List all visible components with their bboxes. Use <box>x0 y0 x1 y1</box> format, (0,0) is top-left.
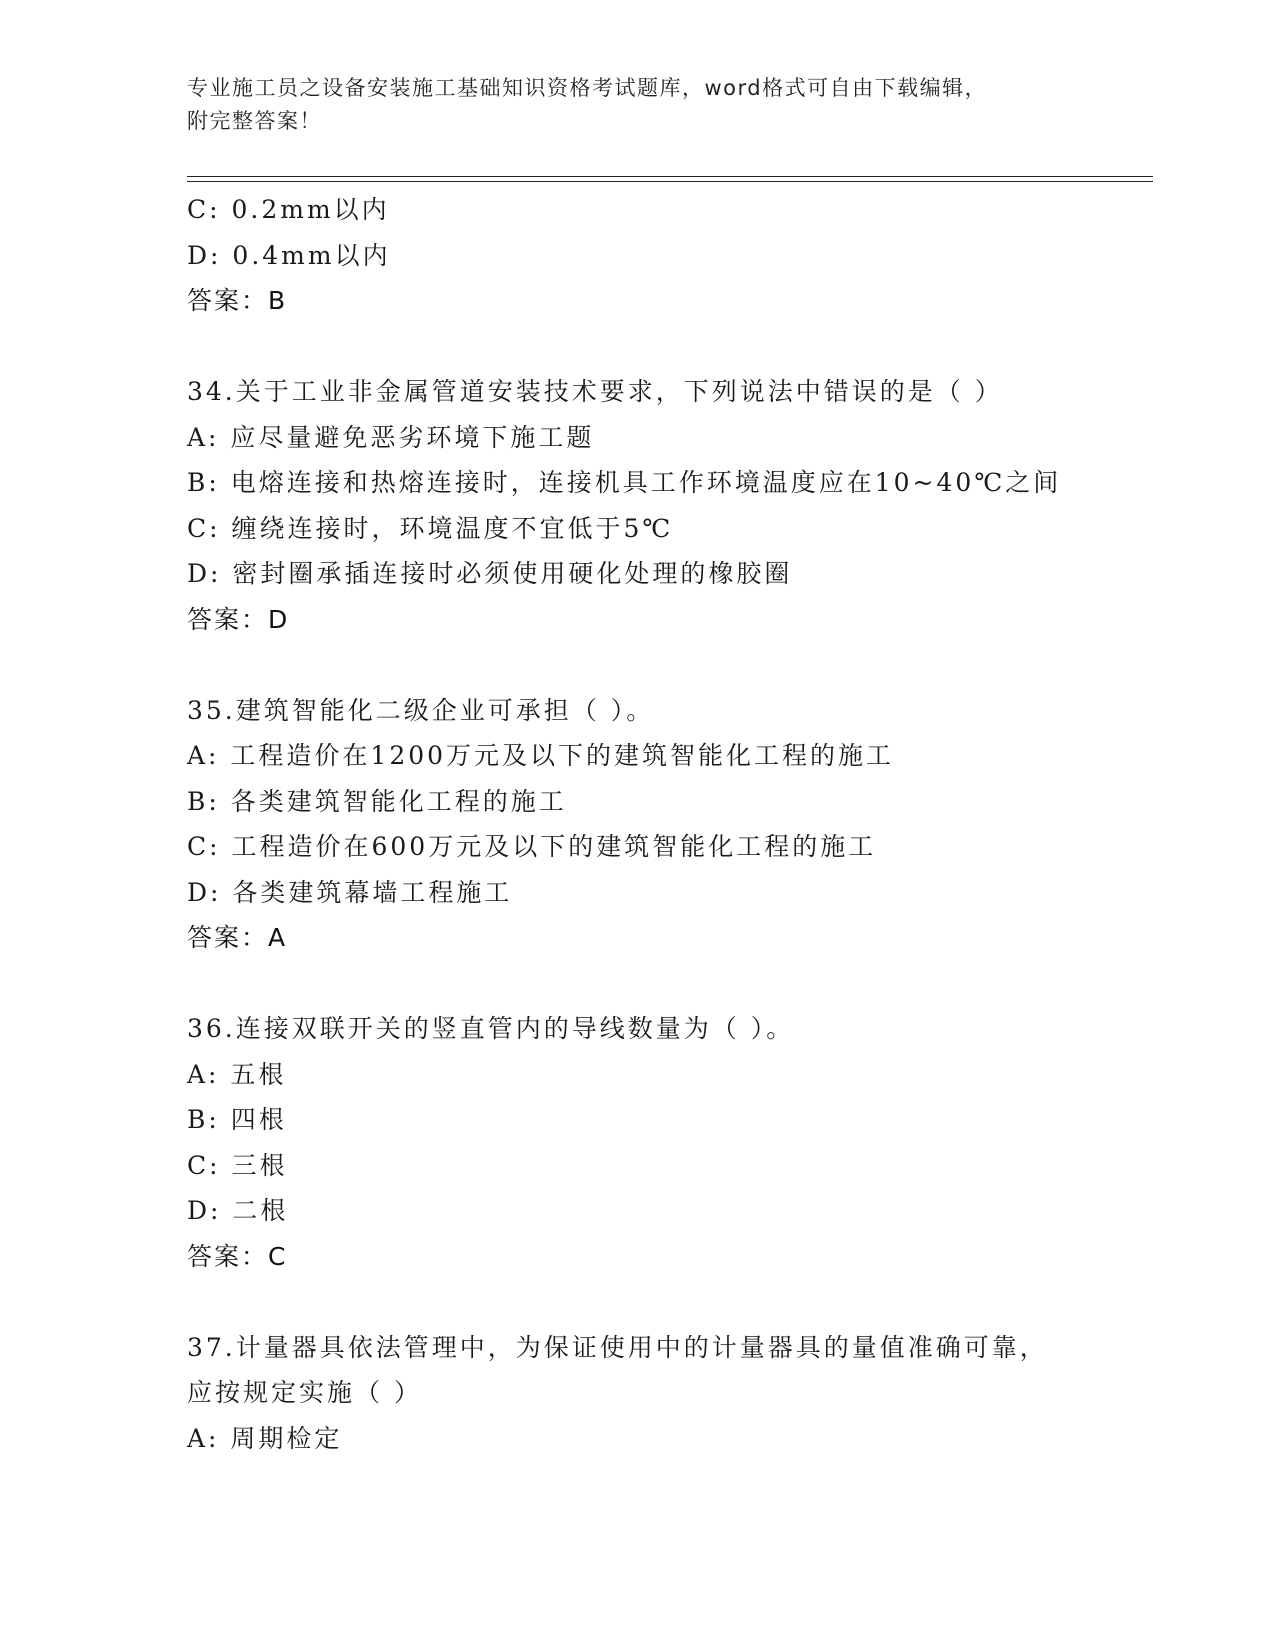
option-b: B: 四根 <box>187 1105 287 1134</box>
question-35 <box>187 688 1153 961</box>
question-stem: 34.关于工业非金属管道安装技术要求，下列说法中错误的是（ ） <box>187 377 1003 406</box>
option-a: A: 工程造价在1200万元及以下的建筑智能化工程的施工 <box>187 741 895 770</box>
option-c: C: 工程造价在600万元及以下的建筑智能化工程的施工 <box>187 832 877 861</box>
option-b: B: 电熔连接和热熔连接时，连接机具工作环境温度应在10~40℃之间 <box>187 468 1062 497</box>
answer-line: 答案：C <box>187 1241 288 1271</box>
option-a: A: 五根 <box>187 1059 287 1089</box>
answer-line: 答案：A <box>187 923 288 952</box>
option-d: D: 0.4mm以内 <box>187 240 391 270</box>
question-stem: 36.连接双联开关的竖直管内的导线数量为（ ）。 <box>187 1014 795 1043</box>
option-a: A: 周期检定 <box>187 1423 343 1453</box>
option-d: D: 密封圈承插连接时必须使用硬化处理的橡胶圈 <box>187 559 793 588</box>
question-stem-continued: 应按规定实施（ ） <box>187 1378 422 1407</box>
document-body <box>187 187 1153 1461</box>
option-d: D: 二根 <box>187 1196 289 1225</box>
option-a: A: 应尽量避免恶劣环境下施工题 <box>187 422 595 452</box>
option-c: C: 0.2mm以内 <box>187 195 390 224</box>
spacer <box>187 324 1153 370</box>
header-rule-top <box>187 176 1153 177</box>
question-33-carryover <box>187 187 1153 324</box>
header-line-2: 附完整答案！ <box>187 109 322 133</box>
option-b: B: 各类建筑智能化工程的施工 <box>187 786 567 816</box>
answer-line: 答案：D <box>187 604 290 634</box>
spacer <box>187 642 1153 688</box>
option-c: C: 缠绕连接时，环境温度不宜低于5℃ <box>187 513 674 543</box>
option-c: C: 三根 <box>187 1150 288 1180</box>
spacer <box>187 1279 1153 1325</box>
spacer <box>187 961 1153 1007</box>
header-rule-bottom <box>187 181 1153 182</box>
question-37 <box>187 1325 1153 1462</box>
question-stem: 37.计量器具依法管理中，为保证使用中的计量器具的量值准确可靠， <box>187 1332 1048 1362</box>
question-34 <box>187 369 1153 642</box>
option-d: D: 各类建筑幕墙工程施工 <box>187 877 513 907</box>
question-stem: 35.建筑智能化二级企业可承担（ ）。 <box>187 695 655 725</box>
document-header <box>187 72 1087 138</box>
question-36 <box>187 1006 1153 1279</box>
header-line-1: 专业施工员之设备安装施工基础知识资格考试题库，word格式可自由下载编辑， <box>187 76 988 100</box>
answer-line: 答案：B <box>187 286 288 315</box>
